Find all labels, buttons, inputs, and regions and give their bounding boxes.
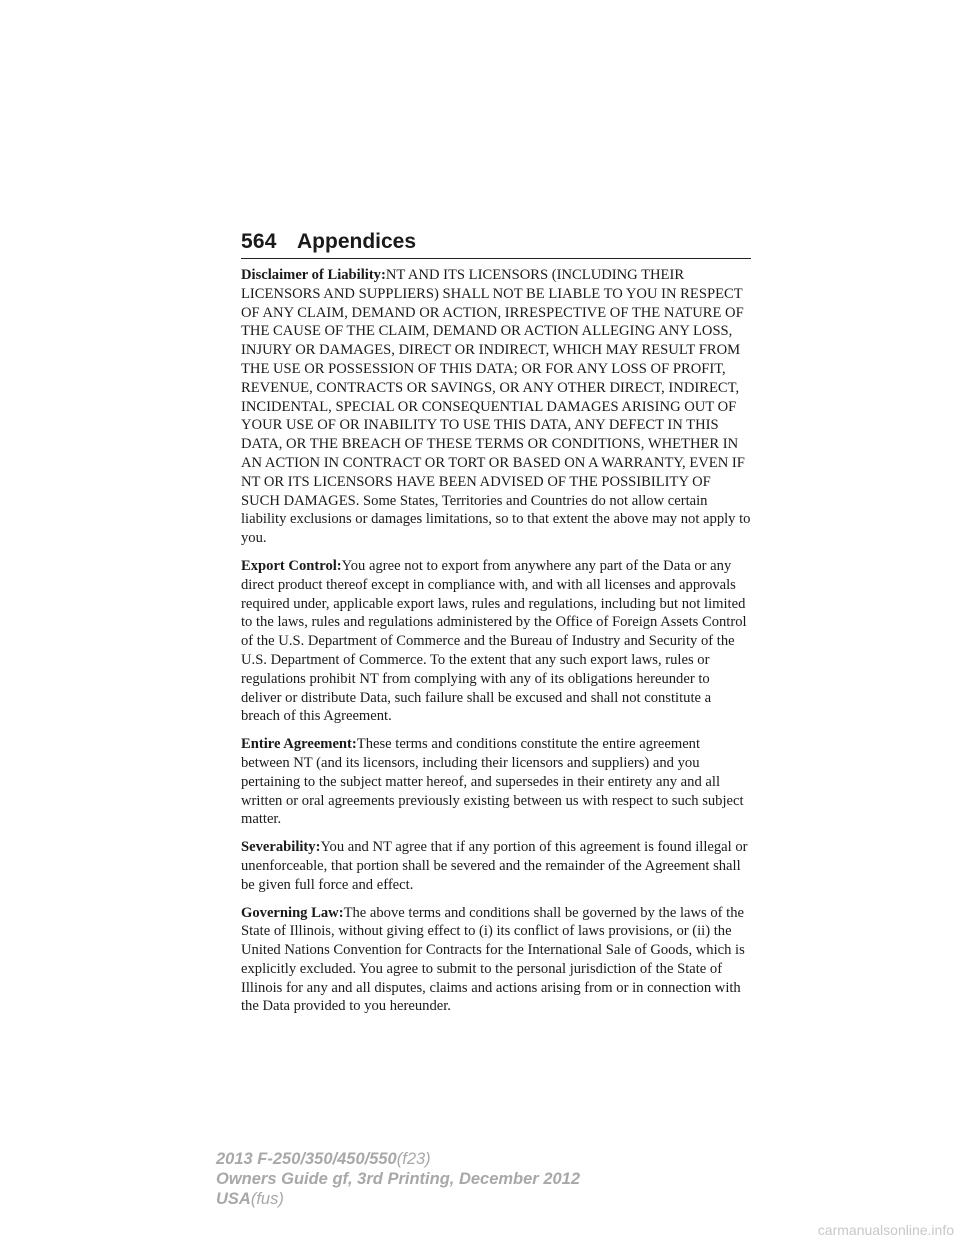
footer-market-code: (fus): [250, 1190, 284, 1208]
paragraph-lead: Governing Law:: [241, 904, 344, 921]
page-number: 564: [241, 230, 277, 253]
paragraph-export-control: [241, 557, 751, 726]
paragraph-text: You agree not to export from anywhere any part of the Data or any direct product thereof except in compliance with, and with all licenses and approvals required under, applicable export laws, rules and regulations, including but not limited to the laws, rules and regulations administered by the Office of Foreign Assets Control of the U.S. Department of Commerce and the Bureau of Industry and Security of the U.S. Department of Commerce. To the extent that any such export laws, rules or regulations prohibit NT from complying with any of its obligations hereunder to deliver or distribute Data, such failure shall be excused and shall not constitute a breach of this Agreement.: [241, 557, 747, 725]
page-header: [241, 228, 751, 259]
footer-model-line: [216, 1149, 580, 1169]
paragraph-lead: Entire Agreement:: [241, 736, 357, 753]
paragraph-lead: Severability:: [241, 839, 321, 856]
footer-model-code: (f23): [396, 1150, 431, 1168]
section-title: Appendices: [297, 230, 417, 253]
document-body: [241, 266, 751, 1025]
paragraph-disclaimer-of-liability: [241, 266, 751, 548]
paragraph-severability: [241, 838, 751, 894]
paragraph-text: You and NT agree that if any portion of this agreement is found illegal or unenforceable, that portion shall be severed and the remainder of the Agreement shall be given full force and effect.: [241, 839, 748, 893]
paragraph-text: NT AND ITS LICENSORS (INCLUDING THEIR LICENSORS AND SUPPLIERS) SHALL NOT BE LIABLE TO YOU IN RESPECT OF ANY CLAIM, DEMAND OR ACTION, IRRESPECTIVE OF THE NATURE OF THE CAUSE OF THE CLAIM, DEMAND OR ACTION ALLEGING ANY LOSS, INJURY OR DAMAGES, DIRECT OR INDIRECT, WHICH MAY RESULT FROM THE USE OR POSSESSION OF THIS DATA; OR FOR ANY LOSS OF PROFIT, REVENUE, CONTRACTS OR SAVINGS, OR ANY OTHER DIRECT, INDIRECT, INCIDENTAL, SPECIAL OR CONSEQUENTIAL DAMAGES ARISING OUT OF YOUR USE OF OR INABILITY TO USE THIS DATA, ANY DEFECT IN THIS DATA, OR THE BREACH OF THESE TERMS OR CONDITIONS, WHETHER IN AN ACTION IN CONTRACT OR TORT OR BASED ON A WARRANTY, EVEN IF NT OR ITS LICENSORS HAVE BEEN ADVISED OF THE POSSIBILITY OF SUCH DAMAGES. Some States, Territories and Countries do not allow certain liability exclusions or damages limitations, so to that extent the above may not apply to you.: [241, 267, 751, 547]
paragraph-lead: Export Control:: [241, 557, 342, 574]
footer-market: USA: [216, 1190, 251, 1208]
paragraph-governing-law: [241, 904, 751, 1017]
footer-market-line: [216, 1189, 580, 1209]
paragraph-text: The above terms and conditions shall be governed by the laws of the State of Illinois, without giving effect to (i) its conflict of laws provisions, or (ii) the United Nations Convention for Contracts for the International Sale of Goods, which is explicitly excluded. You agree to submit to the personal jurisdiction of the State of Illinois for any and all disputes, claims and actions arising from or in connection with the Data provided to you hereunder.: [241, 904, 745, 1015]
footer-model: 2013 F-250/350/450/550: [216, 1150, 397, 1168]
document-footer: [216, 1149, 580, 1209]
paragraph-entire-agreement: [241, 735, 751, 829]
footer-printing: Owners Guide gf, 3rd Printing, December 2012: [216, 1170, 581, 1188]
paragraph-lead: Disclaimer of Liability:: [241, 267, 386, 283]
paragraph-text: These terms and conditions constitute the entire agreement between NT (and its licensors, including their licensors and suppliers) and you pertaining to the subject matter hereof, and supersedes in their entirety any and all written or oral agreements previously existing between us with respect to such subject matter.: [241, 736, 744, 828]
watermark-text: carmanualsonline.info: [817, 1222, 954, 1238]
